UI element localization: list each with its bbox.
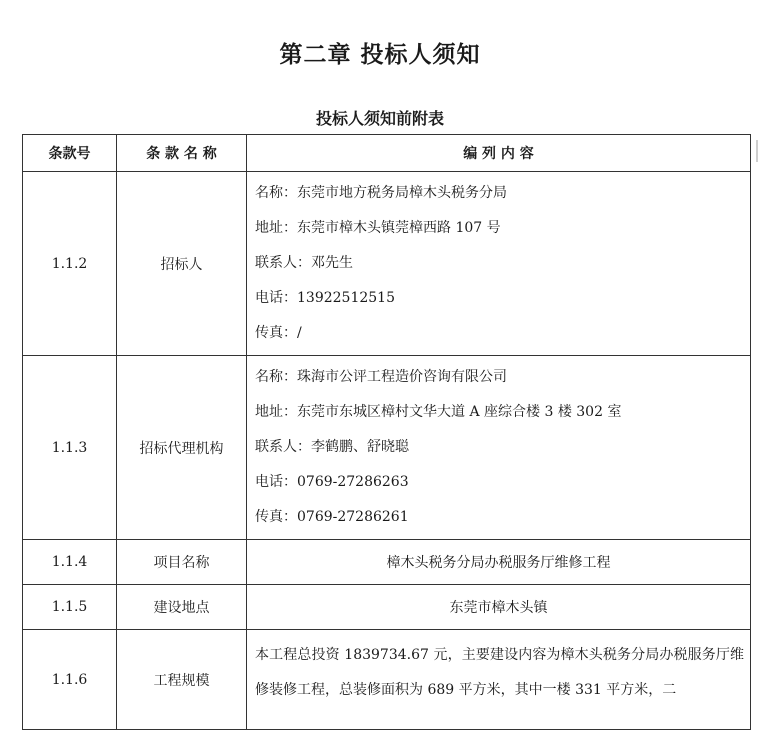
clause-name: 工程规模 — [117, 630, 247, 730]
content-line: 名称：珠海市公评工程造价咨询有限公司 — [255, 369, 507, 385]
table-header-row — [23, 135, 751, 172]
clause-name: 招标人 — [117, 172, 247, 356]
table-row — [23, 172, 751, 356]
table-row — [23, 585, 751, 630]
content-line: 电话：0769-27286263 — [255, 474, 409, 490]
chapter-title: 第二章 投标人须知 — [279, 42, 481, 68]
header-content: 编 列 内 容 — [247, 135, 751, 172]
clause-no: 1.1.4 — [23, 540, 117, 585]
content-paragraph: 本工程总投资 1839734.67 元，主要建设内容为樟木头税务分局办税服务厅维修装修工程，总装修面积为 689 平方米，其中一楼 331 平方米，二 — [255, 646, 744, 698]
clause-name: 建设地点 — [117, 585, 247, 630]
clause-no: 1.1.6 — [23, 630, 117, 730]
table-title: 投标人须知前附表 — [315, 109, 444, 128]
clause-name: 招标代理机构 — [117, 356, 247, 540]
content-line: 电话：13922512515 — [255, 290, 395, 306]
clause-no: 1.1.5 — [23, 585, 117, 630]
clause-no: 1.1.3 — [23, 356, 117, 540]
content-line: 传真：0769-27286261 — [255, 509, 409, 525]
table-row — [23, 356, 751, 540]
clause-content — [247, 630, 751, 730]
header-clause-name: 条 款 名 称 — [117, 135, 247, 172]
content-line: 联系人：邓先生 — [255, 255, 353, 271]
scrollbar-edge[interactable] — [756, 140, 758, 162]
content-line: 地址：东莞市樟木头镇莞樟西路 107 号 — [255, 220, 501, 236]
content-line: 联系人：李鹤鹏、舒晓聪 — [255, 439, 409, 455]
clause-no: 1.1.2 — [23, 172, 117, 356]
clause-name: 项目名称 — [117, 540, 247, 585]
clause-content: 东莞市樟木头镇 — [247, 585, 751, 630]
content-line: 名称：东莞市地方税务局樟木头税务分局 — [255, 185, 507, 201]
tender-info-table — [22, 134, 751, 730]
content-line: 地址：东莞市东城区樟村文华大道 A 座综合楼 3 楼 302 室 — [255, 404, 622, 420]
clause-content: 樟木头税务分局办税服务厅维修工程 — [247, 540, 751, 585]
clause-content — [247, 172, 751, 356]
table-row — [23, 540, 751, 585]
clause-content — [247, 356, 751, 540]
header-clause-no: 条款号 — [23, 135, 117, 172]
content-line: 传真：/ — [255, 325, 302, 341]
table-row — [23, 630, 751, 730]
